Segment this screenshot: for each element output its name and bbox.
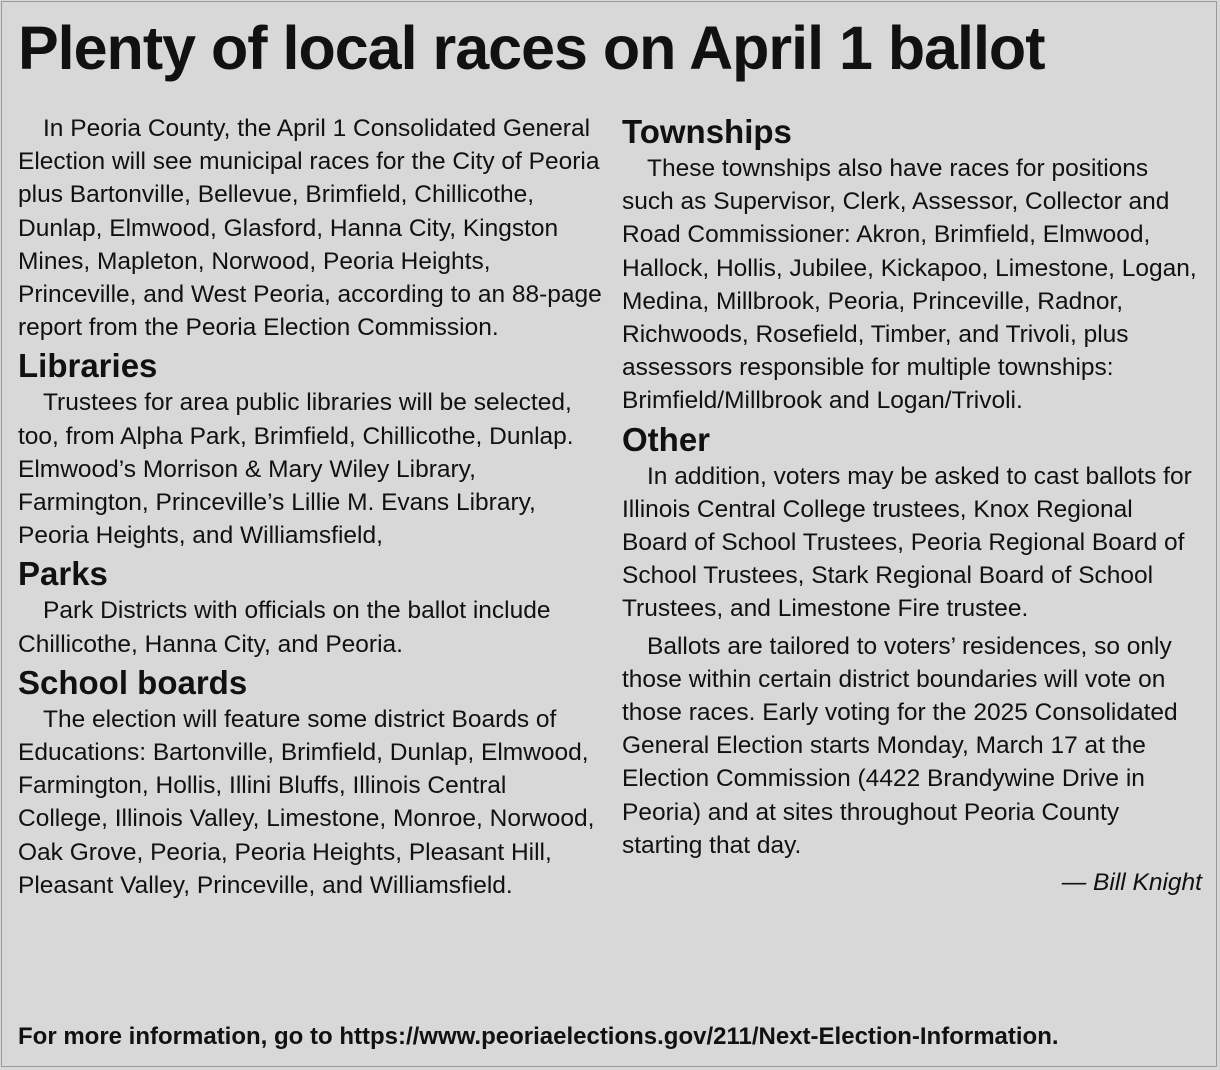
townships-heading: Townships bbox=[622, 113, 792, 150]
libraries-heading: Libraries bbox=[18, 347, 158, 385]
parks-paragraph: Park Districts with officials on the ballot include Chillicothe, Hanna City, and Peoria. bbox=[18, 597, 551, 658]
libraries-paragraph: Trustees for area public libraries will be selected, too, from Alpha Park, Brimfield, Chillicothe, Dunlap. Elmwood’s Morrison & Mary Wiley Library, Farmington, Princeville’s Lillie M. Evans Library, Peoria Heights, and Williamsfield, bbox=[18, 389, 574, 550]
other-heading: Other bbox=[622, 420, 711, 458]
parks-heading: Parks bbox=[18, 555, 108, 593]
townships-paragraph: These townships also have races for positions such as Supervisor, Clerk, Assessor, Collector and Road Commissioner: Akron, Brimfield, Elmwood, Hallock, Hollis, Jubilee, Kickapoo, Limestone, Logan, Medina, Millbrook, Peoria, Princeville, Radnor, Richwoods, Rosefield, Timber, and Trivoli, plus assessors responsible for multiple townships: Brimfield/Millbrook and Logan/Trivoli. bbox=[622, 155, 1197, 415]
other-paragraph-2: Ballots are tailored to voters’ residences, so only those within certain district boundaries will vote on those races. Early voting for the 2025 Consolidated General Election starts Monday, March 17 at the Election Commission (4422 Brandywine Drive in Peoria) and at sites throughout Peoria County starting that day. bbox=[622, 632, 1178, 859]
headline: Plenty of local races on April 1 ballot bbox=[18, 14, 1045, 82]
footer-info: For more information, go to https://www.peoriaelections.gov/211/Next-Election-Information. bbox=[18, 1023, 1059, 1050]
intro-paragraph: In Peoria County, the April 1 Consolidated General Election will see municipal races for the City of Peoria plus Bartonville, Bellevue, Brimfield, Chillicothe, Dunlap, Elmwood, Glasford, Hanna City, Kingston Mines, Mapleton, Norwood, Peoria Heights, Princeville, and West Peoria, according to an 88-page report from the Peoria Election Commission. bbox=[18, 115, 602, 342]
right-column bbox=[622, 114, 1202, 899]
other-paragraph-1: In addition, voters may be asked to cast ballots for Illinois Central College trustees, Knox Regional Board of School Trustees, Peoria Regional Board of School Trustees, Stark Regional Board of School Trustees, and Limestone Fire trustee. bbox=[622, 462, 1192, 623]
byline: — Bill Knight bbox=[1061, 869, 1202, 897]
school-boards-paragraph: The election will feature some district Boards of Educations: Bartonville, Brimfield, Dunlap, Elmwood, Farmington, Hollis, Illini Bluffs, Illinois Central College, Illinois Valley, Limestone, Monroe, Norwood, Oak Grove, Peoria, Peoria Heights, Pleasant Hill, Pleasant Valley, Princeville, and Williamsfield. bbox=[18, 705, 595, 899]
school-boards-heading: School boards bbox=[18, 663, 248, 701]
left-column bbox=[18, 112, 603, 902]
